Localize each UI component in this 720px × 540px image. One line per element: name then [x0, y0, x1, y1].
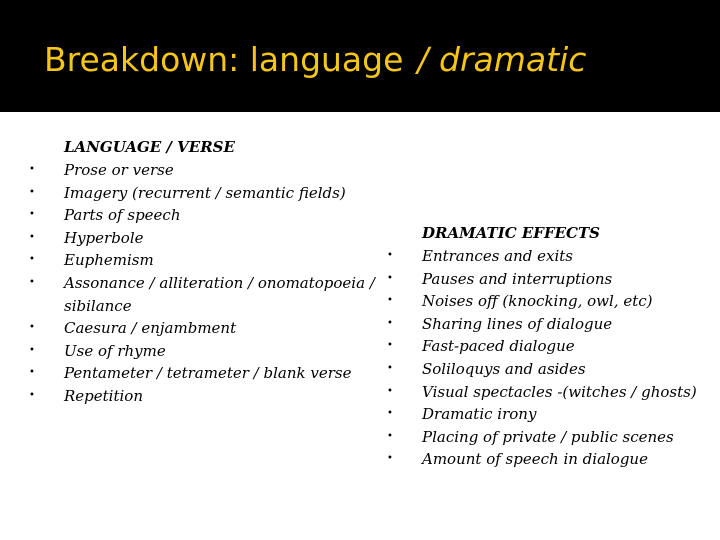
list-item: • Parts of speech	[64, 204, 384, 227]
bullet-icon: •	[387, 430, 393, 442]
bullet-icon: •	[387, 362, 393, 374]
list-item: • Repetition	[64, 385, 384, 408]
title-main: Breakdown: language	[44, 40, 404, 79]
list-item: • Fast-paced dialogue	[422, 335, 718, 358]
bullet-icon: •	[29, 231, 35, 243]
bullet-icon: •	[387, 408, 393, 420]
list-item: • Amount of speech in dialogue	[422, 448, 718, 471]
list-item: • Imagery (recurrent / semantic fields)	[64, 182, 384, 205]
bullet-icon: •	[387, 385, 393, 397]
list-item: • Pauses and interruptions	[422, 268, 718, 291]
list-item: • Assonance / alliteration / onomatopoeia / sibilance	[29, 273, 375, 315]
bullet-icon: •	[387, 453, 393, 465]
bullet-icon: •	[29, 186, 35, 198]
bullet-icon: •	[387, 272, 393, 284]
list-item: • Hyperbole	[64, 227, 384, 250]
title-bar	[0, 0, 720, 112]
list-item: • Soliloquys and asides	[422, 358, 718, 381]
list-item: • Sharing lines of dialogue	[422, 313, 718, 336]
language-list	[29, 159, 384, 408]
slide-title	[44, 40, 586, 79]
dramatic-list	[387, 245, 718, 471]
list-item: • Visual spectacles -(witches / ghosts)	[422, 381, 718, 404]
bullet-icon: •	[387, 295, 393, 307]
list-item: • Euphemism	[64, 249, 384, 272]
bullet-icon: •	[29, 209, 35, 221]
right-column-heading: DRAMATIC EFFECTS	[422, 224, 600, 242]
list-item: • Prose or verse	[64, 159, 384, 182]
title-italic: / dramatic	[417, 40, 587, 79]
bullet-icon: •	[387, 317, 393, 329]
list-item: • Use of rhyme	[64, 340, 384, 363]
bullet-icon: •	[29, 322, 35, 334]
bullet-icon: •	[29, 254, 35, 266]
bullet-icon: •	[29, 344, 35, 356]
bullet-icon: •	[387, 340, 393, 352]
bullet-icon: •	[387, 250, 393, 261]
bullet-icon: •	[29, 389, 35, 401]
list-item: • Entrances and exits	[422, 245, 718, 268]
list-item: • Pentameter / tetrameter / blank verse	[64, 362, 384, 385]
language-verse-column	[29, 136, 384, 408]
list-item: • Noises off (knocking, owl, etc)	[422, 290, 718, 313]
left-column-heading: LANGUAGE / VERSE	[64, 138, 235, 156]
list-item: • Dramatic irony	[422, 403, 718, 426]
bullet-icon: •	[29, 276, 35, 288]
bullet-icon: •	[29, 164, 35, 175]
list-item: • Placing of private / public scenes	[422, 426, 718, 449]
list-item: • Caesura / enjambment	[64, 317, 384, 340]
bullet-icon: •	[29, 367, 35, 379]
dramatic-effects-column	[387, 222, 718, 471]
